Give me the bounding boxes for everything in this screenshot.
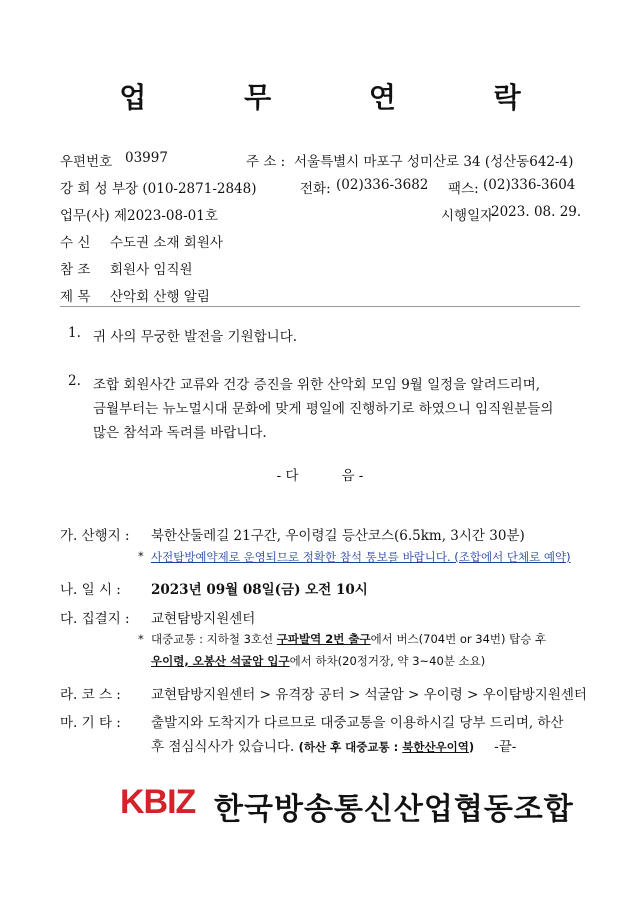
- return-station: 북한산우이역: [402, 740, 469, 754]
- phone-label: 전화:: [300, 181, 331, 197]
- header-divider: [60, 306, 580, 307]
- detail-c-note-line2: [151, 653, 485, 669]
- reference-label: 참 조: [60, 262, 91, 278]
- transit-station: 구파발역 2번 출구: [276, 632, 371, 646]
- document-title: 업 무 연 락: [119, 81, 565, 114]
- detail-c-label: 다. 집결지 :: [60, 611, 130, 627]
- detail-b-label: 나. 일 시 :: [60, 582, 121, 598]
- lunch-note: 후 점심식사가 있습니다.: [151, 739, 295, 755]
- item1-number: 1.: [68, 325, 81, 341]
- subject-label: 제 목: [60, 289, 91, 305]
- kbiz-logo: KBIZ: [120, 783, 196, 821]
- detail-d-value: 교현탐방지원센터 > 유격장 공터 > 석굴암 > 우이령 > 우이탐방지원센터: [151, 687, 587, 703]
- separator-heading: - 다 음 -: [276, 468, 364, 484]
- address-label: 주 소 :: [246, 154, 286, 170]
- detail-c-value: 교현탐방지원센터: [151, 611, 256, 627]
- doc-number: 업무(사) 제2023-08-01호: [60, 208, 218, 224]
- contact-person: 강 희 성 부장 (010-2871-2848): [60, 181, 257, 197]
- transit-text-3: 에서 하차(20정거장, 약 3~40분 소요): [289, 654, 486, 668]
- fax-label: 팩스:: [448, 181, 479, 197]
- issue-date-label: 시행일자: [441, 208, 494, 224]
- postal-label: 우편번호: [60, 154, 113, 170]
- detail-c-note-mark: *: [138, 632, 144, 646]
- transit-stop: 우이령, 오봉산 석굴암 입구: [151, 654, 290, 668]
- item2-number: 2.: [68, 373, 81, 389]
- item2-line1: 조합 회원사간 교류와 건강 증진을 위한 산악회 모임 9월 일정을 알려드리며,: [93, 377, 541, 393]
- reference: 회원사 임직원: [110, 262, 193, 278]
- transit-text-2: 에서 버스(704번 or 34번) 탑승 후: [370, 632, 547, 646]
- detail-a-note: 사전탐방예약제로 운영되므로 정확한 참석 통보를 바랍니다. (조합에서 단체로 예약): [151, 550, 571, 564]
- detail-e-line1: 출발지와 도착지가 다르므로 대중교통을 이용하시길 당부 드리며, 하산: [151, 715, 564, 731]
- item2-line2: 금월부터는 뉴노멀시대 문화에 맞게 평일에 진행하기로 하였으니 임직원분들의: [93, 401, 554, 417]
- recipient: 수도권 소재 회원사: [110, 235, 223, 251]
- detail-e-line2: [151, 735, 516, 755]
- detail-a-value: 북한산둘레길 21구간, 우이령길 등산코스(6.5km, 3시간 30분): [151, 528, 525, 544]
- organization-name: 한국방송통신산업협동조합: [214, 792, 574, 827]
- detail-e-label: 마. 기 타 :: [60, 715, 121, 731]
- detail-c-note-line1: [151, 631, 546, 647]
- end-mark: -끝-: [494, 739, 517, 755]
- item2-line3: 많은 참석과 독려를 바랍니다.: [93, 425, 267, 441]
- subject: 산악회 산행 알림: [110, 289, 210, 305]
- postal-code: 03997: [125, 150, 168, 166]
- recipient-label: 수 신: [60, 235, 91, 251]
- item1-text: 귀 사의 무궁한 발전을 기원합니다.: [93, 329, 298, 345]
- return-transit-suffix: ): [468, 740, 475, 754]
- detail-d-label: 라. 코 스 :: [60, 687, 121, 703]
- issue-date: 2023. 08. 29.: [491, 204, 582, 220]
- detail-b-value: 2023년 09월 08일(금) 오전 10시: [151, 582, 368, 598]
- transit-text-1: 대중교통 : 지하철 3호선: [151, 632, 277, 646]
- address: 서울특별시 마포구 성미산로 34 (성산동642-4): [294, 154, 574, 170]
- phone-number: (02)336-3682: [336, 177, 429, 193]
- return-transit-prefix: (하산 후 대중교통 :: [298, 740, 403, 754]
- detail-a-label: 가. 산행지 :: [60, 528, 130, 544]
- detail-a-note-mark: *: [138, 549, 144, 563]
- fax-number: (02)336-3604: [483, 177, 576, 193]
